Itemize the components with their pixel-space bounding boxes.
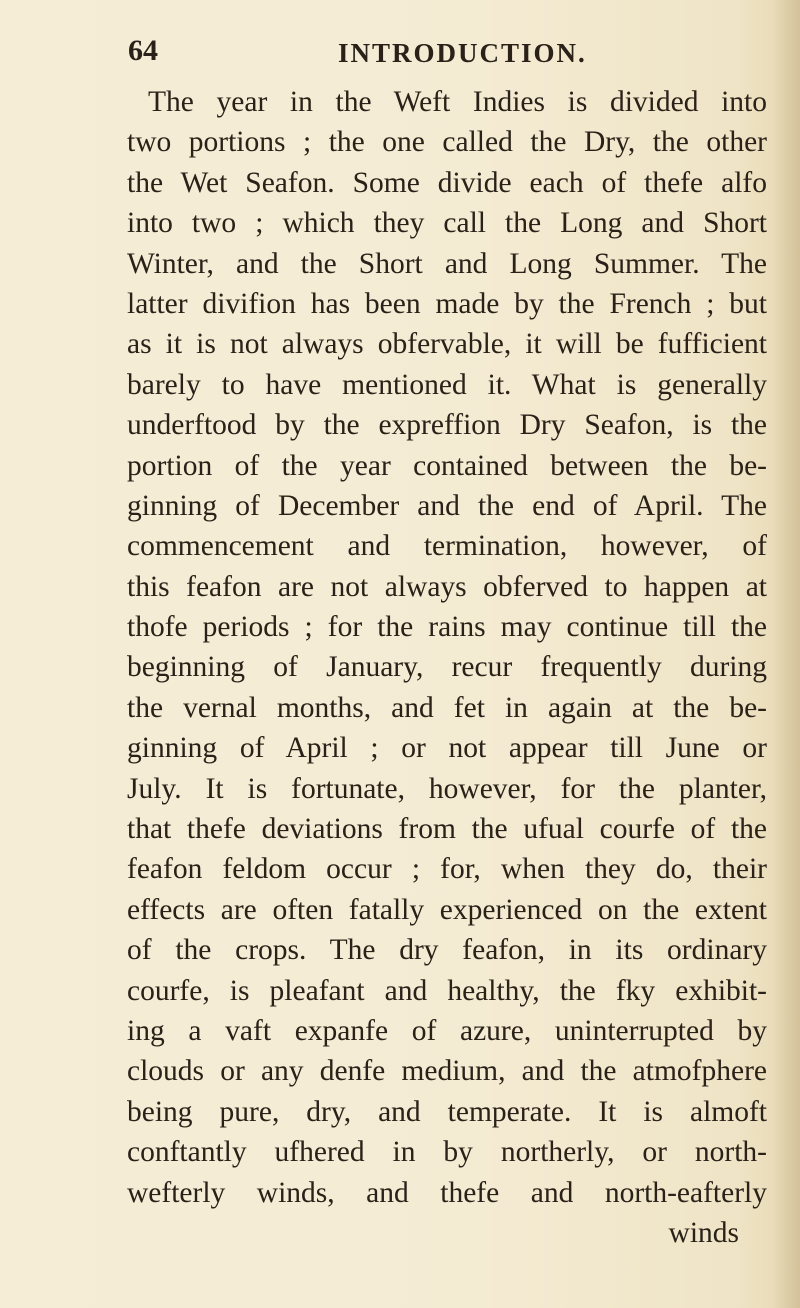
text-line: beginning of January, recur frequently during [127,651,767,684]
running-head [128,34,688,74]
text-line: conftantly ufhered in by northerly, or north- [127,1136,767,1169]
text-line: ginning of April ; or not appear till June or [127,732,767,765]
text-line: this feafon are not always obferved to happen at [127,570,767,603]
text-line: effects are often fatally experienced on the extent [127,893,767,926]
text-line: the Wet Seafon. Some divide each of thefe alfo [127,166,767,199]
text-line: barely to have mentioned it. What is generally [127,368,767,401]
text-line: wefterly winds, and thefe and north-eafterly [127,1176,767,1209]
text-line: being pure, dry, and temperate. It is almoft [127,1095,767,1128]
body-text [127,82,767,1253]
text-line: thofe periods ; for the rains may continue till the [127,611,767,644]
page-edge-shadow [772,0,800,1308]
text-line: commencement and termination, however, of [127,530,767,563]
text-line: courfe, is pleafant and healthy, the fky exhibit- [127,974,767,1007]
text-line: July. It is fortunate, however, for the planter, [127,772,767,805]
text-line: underftood by the expreffion Dry Seafon, is the [127,409,767,442]
text-line: that thefe deviations from the ufual courfe of the [127,813,767,846]
text-line: portion of the year contained between the be- [127,449,767,482]
text-line: as it is not always obfervable, it will be fufficient [127,328,767,361]
text-line: feafon feldom occur ; for, when they do, their [127,853,767,886]
catchword: winds [668,1216,739,1249]
text-line: ginning of December and the end of April. The [127,489,767,522]
text-line: the vernal months, and fet in again at the be- [127,691,767,724]
text-line: latter divifion has been made by the French ; but [127,287,767,320]
text-line: ing a vaft expanfe of azure, uninterrupted by [127,1014,767,1047]
text-line: two portions ; the one called the Dry, the other [127,126,767,159]
text-line: The year in the Weft Indies is divided into [148,86,767,118]
text-line: Winter, and the Short and Long Summer. The [127,247,767,280]
text-line: into two ; which they call the Long and Short [127,207,767,240]
text-line: clouds or any denfe medium, and the atmofphere [127,1055,767,1088]
text-line: of the crops. The dry feafon, in its ordinary [127,934,767,967]
running-title: INTRODUCTION. [338,38,587,68]
page-number: 64 [128,34,158,67]
